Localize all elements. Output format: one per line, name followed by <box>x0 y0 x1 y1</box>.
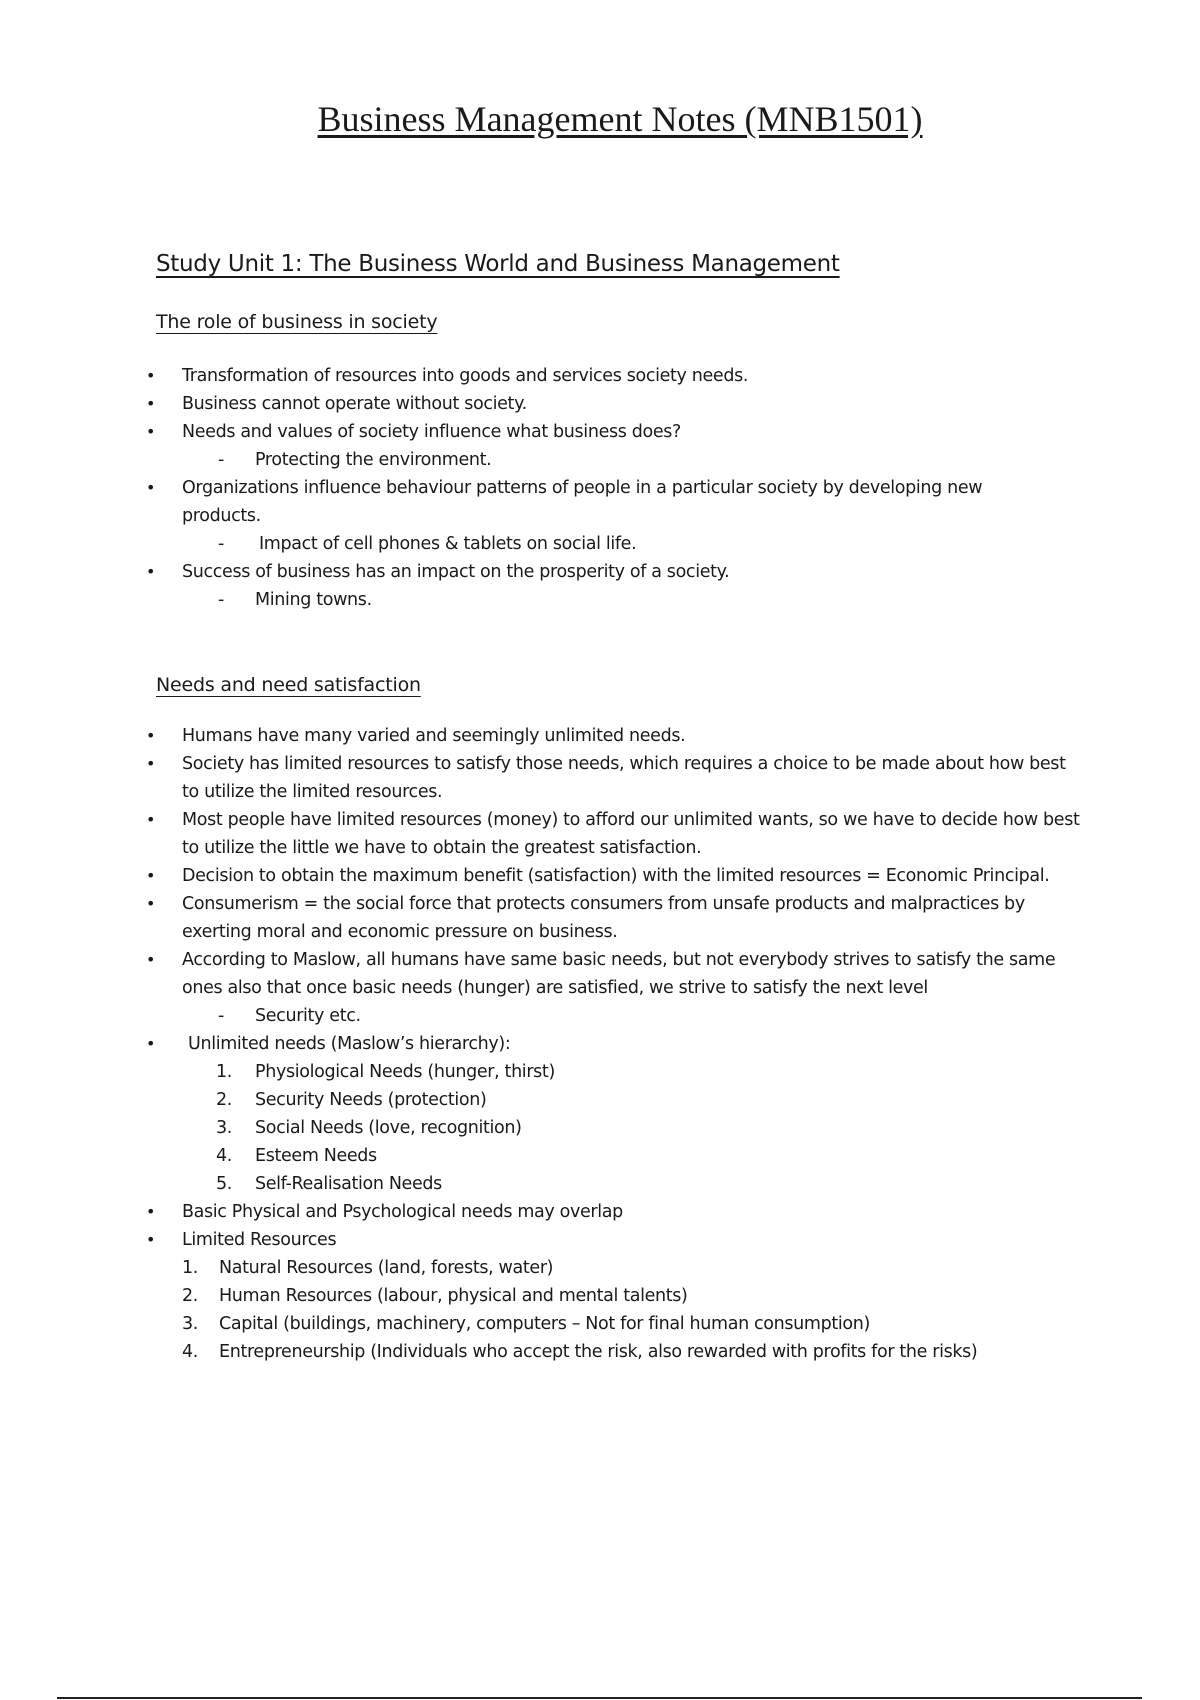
section-heading-role-of-business: The role of business in society <box>156 311 438 333</box>
numbered-item: 2. Security Needs (protection) <box>216 1090 487 1110</box>
numbered-item: 3. Social Needs (love, recognition) <box>216 1118 522 1138</box>
numbered-item: 4. Entrepreneurship (Individuals who accept the risk, also rewarded with profits for the risks) <box>182 1342 978 1362</box>
numbered-item: 3. Capital (buildings, machinery, computers – Not for final human consumption) <box>182 1314 870 1334</box>
sub-list-item: - Mining towns. <box>218 590 372 610</box>
list-item: • Decision to obtain the maximum benefit (satisfaction) with the limited resources = Economic Principal. <box>0 862 1200 890</box>
numbered-item: 2. Human Resources (labour, physical and mental talents) <box>182 1286 688 1306</box>
list-item: • Humans have many varied and seemingly unlimited needs. <box>0 722 1200 750</box>
numbered-item: 1. Natural Resources (land, forests, water) <box>182 1258 554 1278</box>
list-item: • Society has limited resources to satisfy those needs, which requires a choice to be made about how best to utilize the limited resources. <box>0 750 1200 806</box>
list-item: • Business cannot operate without society. <box>0 390 1200 418</box>
role-of-business-list <box>0 362 1200 614</box>
numbered-item: 5. Self-Realisation Needs <box>216 1174 442 1194</box>
list-item: • Consumerism = the social force that protects consumers from unsafe products and malpractices by exerting moral and economic pressure on business. <box>0 890 1200 946</box>
list-item: • Limited Resources <box>0 1226 1200 1254</box>
sub-list-item: - Impact of cell phones & tablets on social life. <box>218 534 637 554</box>
list-item: • Most people have limited resources (money) to afford our unlimited wants, so we have to decide how best to utilize the little we have to obtain the greatest satisfaction. <box>0 806 1200 862</box>
list-item: • Basic Physical and Psychological needs may overlap <box>0 1198 1200 1226</box>
list-item: • Transformation of resources into goods and services society needs. <box>0 362 1200 390</box>
list-item: • Needs and values of society influence what business does? <box>0 418 1200 446</box>
section-heading-needs: Needs and need satisfaction <box>156 674 421 696</box>
sub-list-item: - Security etc. <box>218 1006 361 1026</box>
numbered-item: 4. Esteem Needs <box>216 1146 377 1166</box>
numbered-item: 1. Physiological Needs (hunger, thirst) <box>216 1062 555 1082</box>
footer-divider <box>57 1697 1142 1699</box>
list-item: • Unlimited needs (Maslow’s hierarchy): <box>0 1030 1200 1058</box>
needs-list <box>0 722 1200 1366</box>
sub-list-item: - Protecting the environment. <box>218 450 492 470</box>
list-item: • Success of business has an impact on the prosperity of a society. <box>0 558 1200 586</box>
page-title: Business Management Notes (MNB1501) <box>317 99 923 139</box>
list-item: • Organizations influence behaviour patterns of people in a particular society by developing new products. <box>0 474 1200 530</box>
study-unit-heading: Study Unit 1: The Business World and Business Management <box>156 251 840 277</box>
list-item: • According to Maslow, all humans have same basic needs, but not everybody strives to satisfy the same ones also that once basic needs (hunger) are satisfied, we strive to satisfy the next level <box>0 946 1200 1002</box>
